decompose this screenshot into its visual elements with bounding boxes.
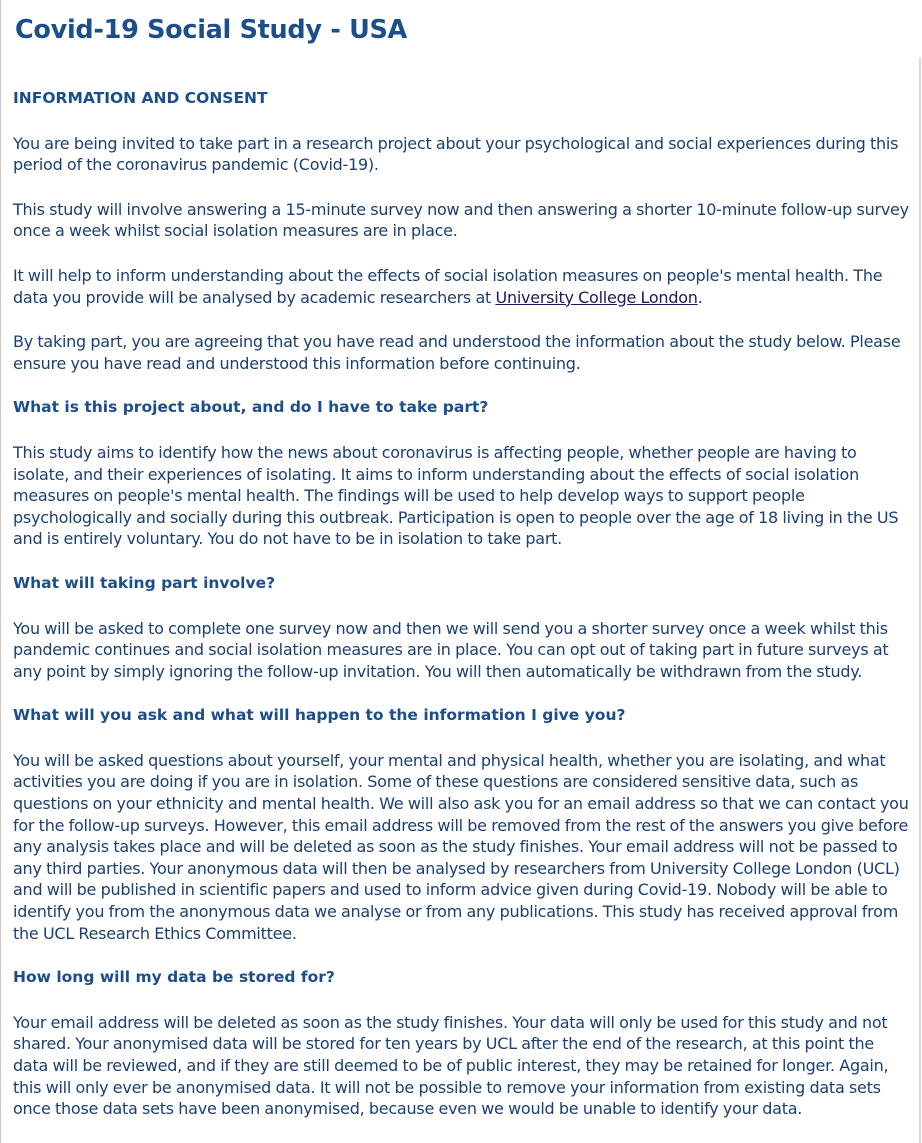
- consent-heading: INFORMATION AND CONSENT: [13, 89, 268, 107]
- section-body-information: You will be asked questions about yourself, your mental and physical health, whether you are isolating, and what activities you are doing if you are in isolation. Some of these questions are considered sensitive data, such as questions on your ethnicity and mental health. We will also ask you for an email address so that we can contact you for the follow-up surveys. However, this email address will be removed from the rest of the answers you give before any analysis takes place and will be deleted as soon as the study finishes. Your email address will not be passed to any third parties. Your anonymous data will then be analysed by researchers from University College London (UCL) and will be published in scientific papers and used to inform advice given during Covid-19. Nobody will be able to identify you from the anonymous data we analyse or from any publications. This study has received approval from the UCL Research Ethics Committee.: [13, 750, 909, 943]
- section-heading-about: What is this project about, and do I have to take part?: [13, 398, 489, 417]
- section-body-involvement: You will be asked to complete one survey now and then we will send you a shorter survey once a week whilst this pandemic continues and social isolation measures are in place. You can opt out of taking part in future surveys at any point by simply ignoring the follow-up invitation. You will then automatically be withdrawn from the study.: [13, 618, 889, 681]
- consent-paragraph-invitation: You are being invited to take part in a research project about your psychological and social experiences during this period of the coronavirus pandemic (Covid-19).: [13, 133, 899, 175]
- section-body-storage: Your email address will be deleted as soon as the study finishes. Your data will only be used for this study and not shared. Your anonymised data will be stored for ten years by UCL after the end of the research, at this point the data will be reviewed, and if they are still deemed to be of public interest, they may be retained for longer. Again, this will only ever be anonymised data. It will not be possible to remove your information from existing data sets once those data sets have been anonymised, because even we would be unable to identify your data.: [13, 1012, 889, 1119]
- consent-content: [13, 88, 909, 1143]
- section-heading-information: What will you ask and what will happen to the information I give you?: [13, 706, 626, 725]
- section-body-about: This study aims to identify how the news about coronavirus is affecting people, whether people are having to isolate, and their experiences of isolating. It aims to inform understanding about the effects of social isolation measures on people's mental health. The findings will be used to help develop ways to support people psychologically and socially during this outbreak. Participation is open to people over the age of 18 living in the US and is entirely voluntary. You do not have to be in isolation to take part.: [13, 442, 899, 549]
- frame-left-border: [0, 0, 1, 1143]
- purpose-text-end: .: [697, 287, 703, 307]
- section-heading-storage: How long will my data be stored for?: [13, 968, 335, 987]
- ucl-link[interactable]: University College London: [495, 287, 698, 307]
- consent-paragraph-purpose: [13, 265, 909, 308]
- page-title: Covid-19 Social Study - USA: [15, 15, 407, 45]
- scrollbar-track[interactable]: [919, 58, 921, 1143]
- purpose-text: It will help to inform understanding about the effects of social isolation measures on people's mental health. The data you provide will be analysed by academic researchers at: [13, 265, 883, 307]
- section-heading-involvement: What will taking part involve?: [13, 573, 276, 592]
- consent-paragraph-agreement: By taking part, you are agreeing that you have read and understood the information about the study below. Please ensure you have read and understood this information before continuing.: [13, 332, 901, 373]
- consent-paragraph-survey-length: This study will involve answering a 15-minute survey now and then answering a shorter 10-minute follow-up survey once a week whilst social isolation measures are in place.: [13, 199, 909, 241]
